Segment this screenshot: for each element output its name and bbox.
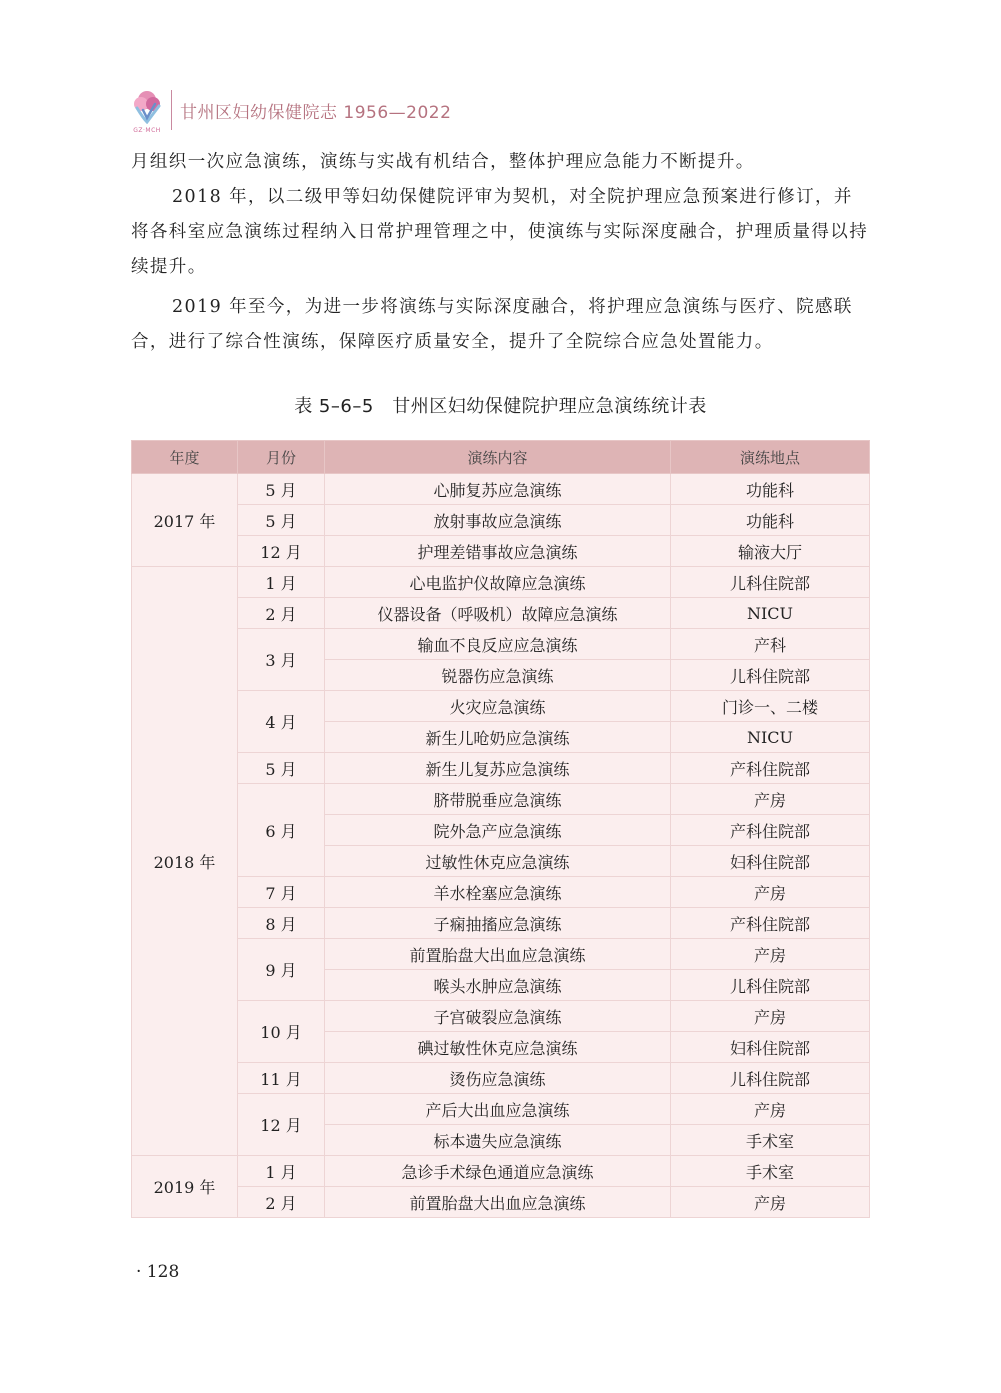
month-cell: 1 月 <box>238 1156 325 1187</box>
location-cell: 手术室 <box>671 1125 870 1156</box>
content-cell: 新生儿呛奶应急演练 <box>325 722 671 753</box>
hospital-logo <box>129 88 165 132</box>
content-cell: 过敏性休克应急演练 <box>325 846 671 877</box>
location-cell: 儿科住院部 <box>671 660 870 691</box>
running-header <box>129 86 451 134</box>
year-cell: 2018 年 <box>132 567 238 1156</box>
table-row <box>132 1063 870 1094</box>
month-cell: 4 月 <box>238 691 325 753</box>
location-cell: 产房 <box>671 784 870 815</box>
drill-statistics-table <box>131 440 870 1218</box>
table-row <box>132 691 870 722</box>
header-month: 月份 <box>238 441 325 474</box>
content-cell: 烫伤应急演练 <box>325 1063 671 1094</box>
header-content: 演练内容 <box>325 441 671 474</box>
location-cell: 手术室 <box>671 1156 870 1187</box>
location-cell: 妇科住院部 <box>671 1032 870 1063</box>
content-cell: 羊水栓塞应急演练 <box>325 877 671 908</box>
page-number: · 128 <box>136 1262 180 1282</box>
month-cell: 5 月 <box>238 474 325 505</box>
content-cell: 子宫破裂应急演练 <box>325 1001 671 1032</box>
month-cell: 10 月 <box>238 1001 325 1063</box>
year-cell: 2019 年 <box>132 1156 238 1218</box>
location-cell: 门诊一、二楼 <box>671 691 870 722</box>
month-cell: 2 月 <box>238 598 325 629</box>
location-cell: 产科住院部 <box>671 753 870 784</box>
table-row <box>132 939 870 970</box>
location-cell: 功能科 <box>671 474 870 505</box>
month-cell: 2 月 <box>238 1187 325 1218</box>
location-cell: 产科住院部 <box>671 908 870 939</box>
location-cell: 产房 <box>671 1001 870 1032</box>
content-cell: 脐带脱垂应急演练 <box>325 784 671 815</box>
content-cell: 院外急产应急演练 <box>325 815 671 846</box>
month-cell: 12 月 <box>238 1094 325 1156</box>
year-cell: 2017 年 <box>132 474 238 567</box>
paragraph: 月组织一次应急演练，演练与实战有机结合，整体护理应急能力不断提升。 <box>131 152 755 172</box>
table-row <box>132 474 870 505</box>
header-location: 演练地点 <box>671 441 870 474</box>
month-cell: 5 月 <box>238 505 325 536</box>
content-cell: 输血不良反应应急演练 <box>325 629 671 660</box>
location-cell: 输液大厅 <box>671 536 870 567</box>
table-row <box>132 908 870 939</box>
content-cell: 仪器设备（呼吸机）故障应急演练 <box>325 598 671 629</box>
location-cell: 产科 <box>671 629 870 660</box>
location-cell: 产科住院部 <box>671 815 870 846</box>
content-cell: 标本遗失应急演练 <box>325 1125 671 1156</box>
content-cell: 前置胎盘大出血应急演练 <box>325 939 671 970</box>
location-cell: 妇科住院部 <box>671 846 870 877</box>
month-cell: 9 月 <box>238 939 325 1001</box>
table-body <box>132 474 870 1218</box>
header-divider <box>171 90 172 130</box>
content-cell: 产后大出血应急演练 <box>325 1094 671 1125</box>
table-row <box>132 877 870 908</box>
location-cell: 儿科住院部 <box>671 567 870 598</box>
content-cell: 喉头水肿应急演练 <box>325 970 671 1001</box>
month-cell: 8 月 <box>238 908 325 939</box>
table-row <box>132 1001 870 1032</box>
location-cell: 产房 <box>671 1094 870 1125</box>
content-cell: 锐器伤应急演练 <box>325 660 671 691</box>
location-cell: 产房 <box>671 1187 870 1218</box>
month-cell: 6 月 <box>238 784 325 877</box>
content-cell: 子痫抽搐应急演练 <box>325 908 671 939</box>
content-cell: 放射事故应急演练 <box>325 505 671 536</box>
content-cell: 火灾应急演练 <box>325 691 671 722</box>
table-row <box>132 1094 870 1125</box>
table-row <box>132 505 870 536</box>
header-year: 年度 <box>132 441 238 474</box>
content-cell: 碘过敏性休克应急演练 <box>325 1032 671 1063</box>
table-row <box>132 536 870 567</box>
month-cell: 7 月 <box>238 877 325 908</box>
month-cell: 3 月 <box>238 629 325 691</box>
content-cell: 急诊手术绿色通道应急演练 <box>325 1156 671 1187</box>
location-cell: 功能科 <box>671 505 870 536</box>
table-row <box>132 629 870 660</box>
content-cell: 前置胎盘大出血应急演练 <box>325 1187 671 1218</box>
month-cell: 5 月 <box>238 753 325 784</box>
header-title: 甘州区妇幼保健院志 1956—2022 <box>180 102 452 123</box>
location-cell: 产房 <box>671 877 870 908</box>
month-cell: 12 月 <box>238 536 325 567</box>
content-cell: 新生儿复苏应急演练 <box>325 753 671 784</box>
table-row <box>132 753 870 784</box>
paragraph: 2019 年至今，为进一步将演练与实际深度融合，将护理应急演练与医疗、院感联合，进行了综合性演练，保障医疗质量安全，提升了全院综合应急处置能力。 <box>131 297 853 352</box>
paragraph: 2018 年，以二级甲等妇幼保健院评审为契机，对全院护理应急预案进行修订，并将各科室应急演练过程纳入日常护理管理之中，使演练与实际深度融合，护理质量得以持续提升。 <box>131 187 869 277</box>
table-row <box>132 1156 870 1187</box>
table-row <box>132 1187 870 1218</box>
table-row <box>132 567 870 598</box>
location-cell: NICU <box>671 722 870 753</box>
content-cell: 护理差错事故应急演练 <box>325 536 671 567</box>
table-caption: 表 5–6–5 甘州区妇幼保健院护理应急演练统计表 <box>294 396 707 417</box>
table-row <box>132 598 870 629</box>
content-cell: 心电监护仪故障应急演练 <box>325 567 671 598</box>
heart-flower-icon <box>129 88 165 124</box>
table-header-row <box>132 441 870 474</box>
location-cell: 产房 <box>671 939 870 970</box>
table-row <box>132 784 870 815</box>
content-cell: 心肺复苏应急演练 <box>325 474 671 505</box>
location-cell: 儿科住院部 <box>671 1063 870 1094</box>
logo-text: GZ·MCH <box>133 127 161 134</box>
location-cell: 儿科住院部 <box>671 970 870 1001</box>
month-cell: 11 月 <box>238 1063 325 1094</box>
location-cell: NICU <box>671 598 870 629</box>
month-cell: 1 月 <box>238 567 325 598</box>
